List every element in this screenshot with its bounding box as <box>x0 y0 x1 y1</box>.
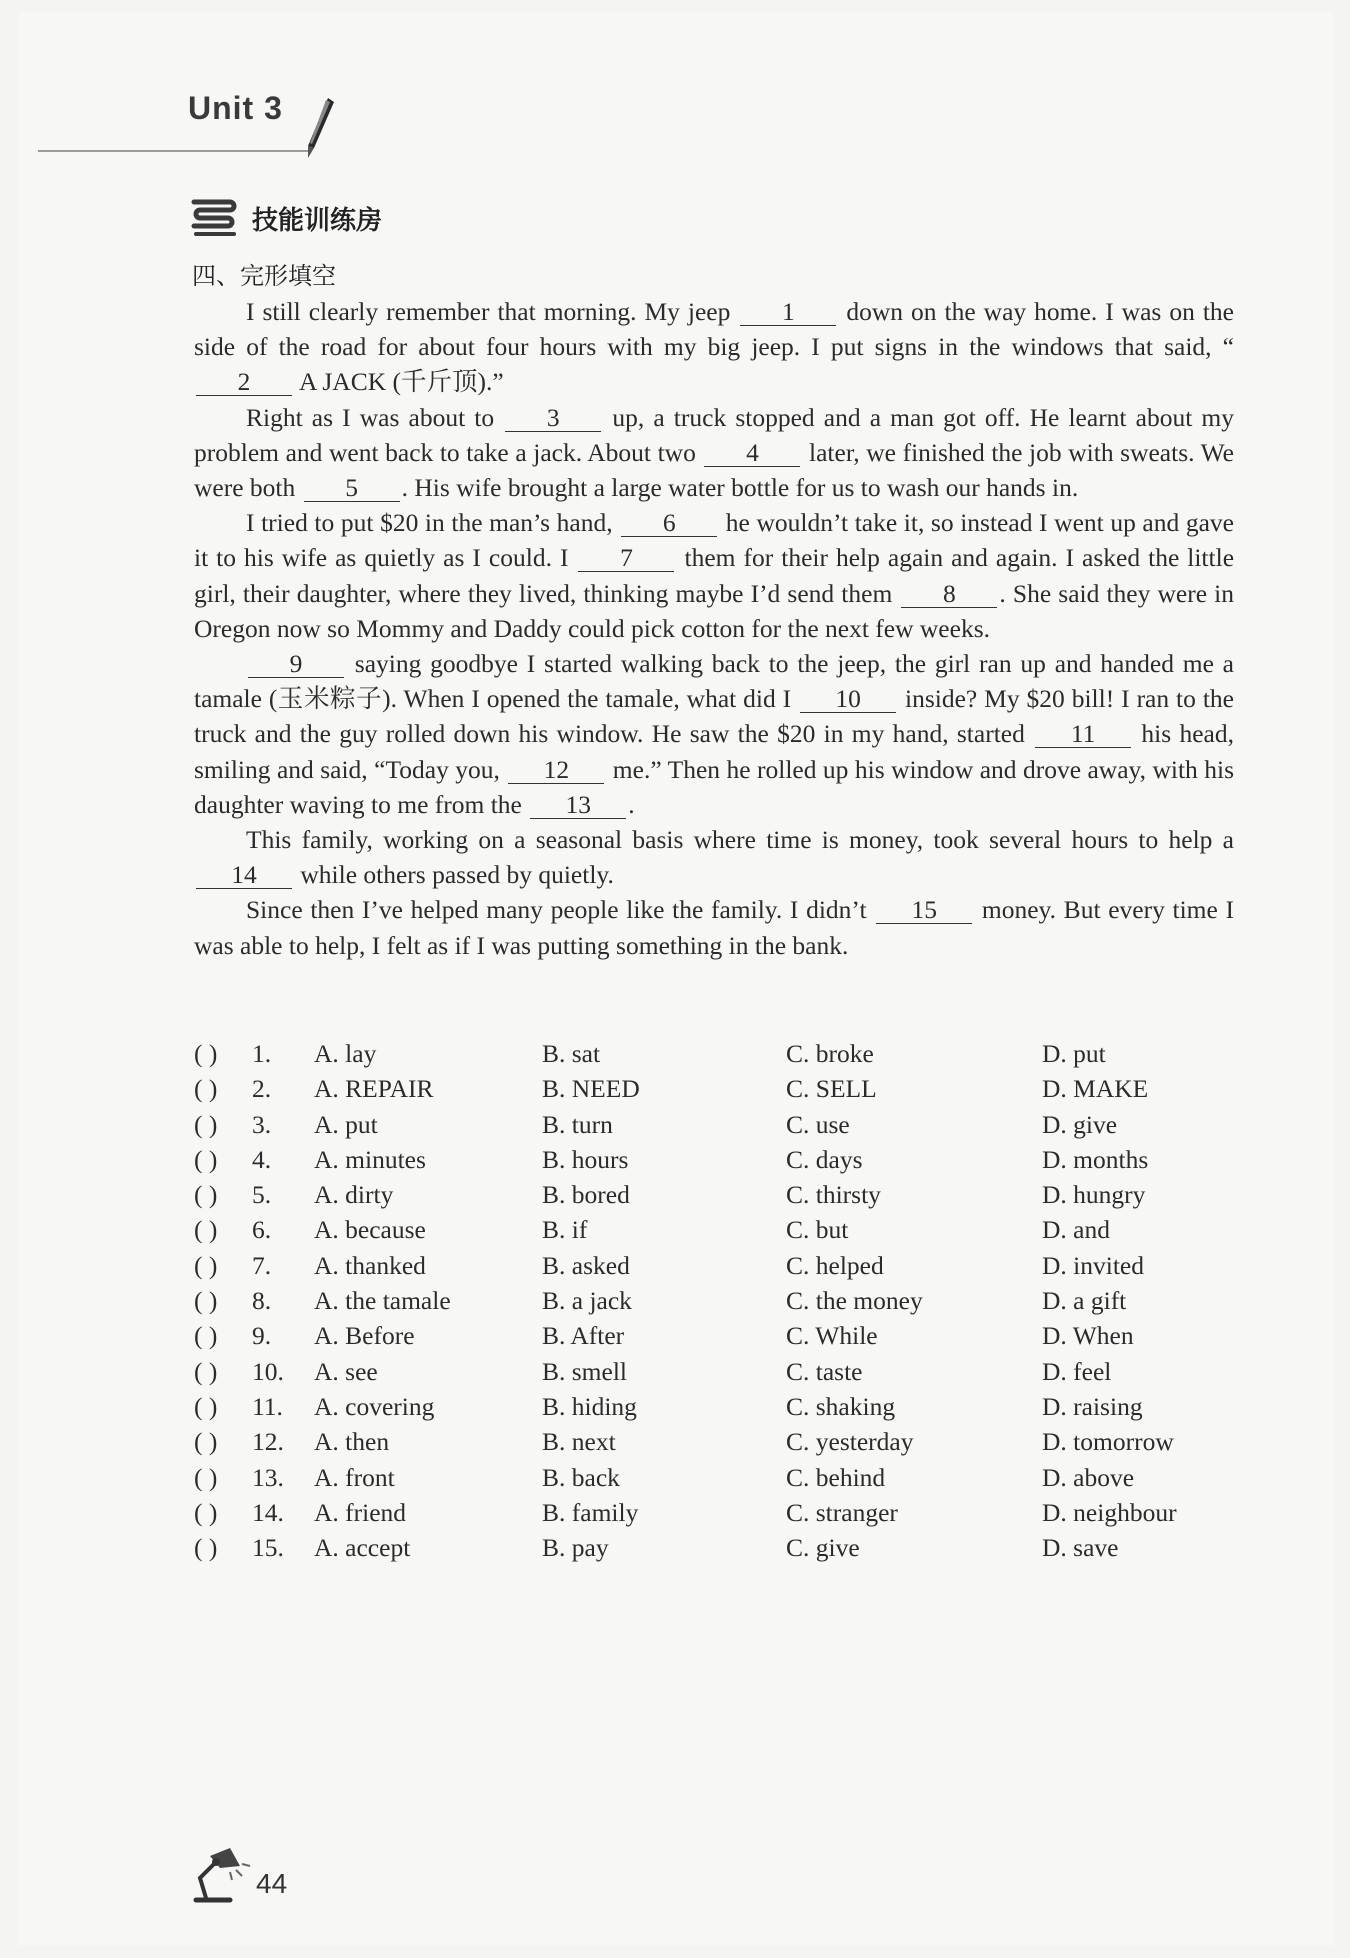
paragraph-1 <box>194 294 1234 400</box>
option-a[interactable]: A. dirty <box>314 1180 394 1210</box>
option-b[interactable]: B. smell <box>542 1356 628 1386</box>
question-row <box>194 1533 1204 1568</box>
page-number: 44 <box>256 1868 288 1899</box>
question-row <box>194 1463 1204 1498</box>
option-c[interactable]: C. days <box>786 1144 863 1174</box>
option-b[interactable]: B. family <box>542 1497 639 1527</box>
question-number: 6. <box>252 1215 272 1245</box>
passage-text: while others passed by quietly. <box>294 860 614 890</box>
question-row <box>194 1039 1204 1074</box>
option-b[interactable]: B. asked <box>542 1250 630 1280</box>
option-a[interactable]: A. thanked <box>314 1250 426 1280</box>
question-row <box>194 1392 1204 1427</box>
question-number: 11. <box>252 1391 283 1421</box>
question-number: 3. <box>252 1109 272 1139</box>
option-d[interactable]: D. save <box>1042 1533 1119 1563</box>
option-d[interactable]: D. When <box>1042 1321 1134 1351</box>
question-row <box>194 1215 1204 1250</box>
option-d[interactable]: D. a gift <box>1042 1286 1127 1316</box>
passage-text: later, we finished the job with sweats. We were both <box>194 437 1234 503</box>
option-a[interactable]: A. the tamale <box>314 1286 451 1316</box>
question-number: 10. <box>252 1356 284 1386</box>
question-row <box>194 1110 1204 1145</box>
answer-bracket[interactable]: ( ) <box>194 1391 218 1421</box>
option-a[interactable]: A. accept <box>314 1533 411 1563</box>
option-c[interactable]: C. taste <box>786 1356 863 1386</box>
blank-7[interactable]: 7 <box>578 545 674 572</box>
option-a[interactable]: A. lay <box>314 1039 377 1068</box>
option-d[interactable]: D. raising <box>1042 1391 1143 1421</box>
option-b[interactable]: B. hours <box>542 1144 629 1174</box>
blank-4[interactable]: 4 <box>704 440 800 467</box>
option-c[interactable]: C. the money <box>786 1286 923 1316</box>
option-b[interactable]: B. hiding <box>542 1391 637 1421</box>
answer-bracket[interactable]: ( ) <box>194 1039 218 1068</box>
answer-bracket[interactable]: ( ) <box>194 1109 218 1139</box>
option-d[interactable]: D. MAKE <box>1042 1074 1149 1104</box>
option-a[interactable]: A. minutes <box>314 1144 426 1174</box>
option-b[interactable]: B. bored <box>542 1180 630 1210</box>
option-c[interactable]: C. While <box>786 1321 878 1351</box>
option-c[interactable]: C. broke <box>786 1039 874 1068</box>
passage-text: . She said they were in Oregon now so Mommy and Daddy could pick cotton for the next few weeks. <box>194 578 1234 643</box>
option-c[interactable]: C. stranger <box>786 1497 898 1527</box>
question-row <box>194 1180 1204 1215</box>
passage-text: he wouldn’t take it, so instead I went up and gave it to his wife as quietly as I could. I <box>194 508 1234 573</box>
option-b[interactable]: B. turn <box>542 1109 613 1139</box>
question-number: 2. <box>252 1074 272 1104</box>
question-number: 5. <box>252 1180 272 1210</box>
answer-bracket[interactable]: ( ) <box>194 1321 218 1351</box>
option-b[interactable]: B. a jack <box>542 1286 632 1316</box>
option-c[interactable]: C. shaking <box>786 1391 896 1421</box>
answer-bracket[interactable]: ( ) <box>194 1356 218 1386</box>
option-d[interactable]: D. above <box>1042 1462 1135 1492</box>
passage-text: . His wife brought a large water bottle for us to wash our hands in. <box>401 473 1079 503</box>
option-a[interactable]: A. covering <box>314 1391 435 1421</box>
option-b[interactable]: B. After <box>542 1321 625 1351</box>
blank-6[interactable]: 6 <box>621 510 717 537</box>
answer-bracket[interactable]: ( ) <box>194 1250 218 1280</box>
paragraph-4 <box>194 646 1234 822</box>
answer-bracket[interactable]: ( ) <box>194 1074 218 1104</box>
cloze-passage <box>194 294 1234 963</box>
question-number: 7. <box>252 1250 272 1280</box>
question-number: 12. <box>252 1427 284 1457</box>
paragraph-3 <box>194 505 1234 646</box>
question-row <box>194 1074 1204 1109</box>
blank-1[interactable]: 1 <box>740 299 836 326</box>
passage-text: money. But every time I was able to help, I felt as if I was putting something in the bank. <box>194 895 1234 960</box>
blank-5[interactable]: 5 <box>304 475 400 502</box>
option-b[interactable]: B. back <box>542 1462 620 1492</box>
option-b[interactable]: B. if <box>542 1215 588 1245</box>
option-c[interactable]: C. thirsty <box>786 1180 881 1210</box>
answer-bracket[interactable]: ( ) <box>194 1427 218 1457</box>
passage-text: them for their help again and again. I asked the little girl, their daughter, where they lived, thinking maybe I’d send them <box>194 543 1235 608</box>
option-d[interactable]: D. give <box>1042 1109 1118 1139</box>
question-number: 13. <box>252 1462 284 1492</box>
option-d[interactable]: D. put <box>1042 1039 1106 1068</box>
blank-14[interactable]: 14 <box>196 862 292 889</box>
blank-2[interactable]: 2 <box>196 369 292 396</box>
question-number: 1. <box>252 1039 272 1068</box>
question-number: 14. <box>252 1497 284 1527</box>
option-a[interactable]: A. friend <box>314 1497 407 1527</box>
pen-icon <box>300 96 336 162</box>
question-row <box>194 1251 1204 1286</box>
option-a[interactable]: A. see <box>314 1356 378 1386</box>
question-number: 9. <box>252 1321 272 1351</box>
option-c[interactable]: C. behind <box>786 1462 886 1492</box>
option-d[interactable]: D. months <box>1042 1144 1149 1174</box>
passage-text: Since then I’ve helped many people like the family. I didn’t <box>246 895 875 925</box>
option-c[interactable]: C. use <box>786 1109 850 1139</box>
passage-text: . <box>628 789 635 819</box>
blank-8[interactable]: 8 <box>901 581 997 608</box>
answer-bracket[interactable]: ( ) <box>194 1497 218 1527</box>
workbook-page <box>18 12 1334 1946</box>
option-b[interactable]: B. next <box>542 1427 616 1457</box>
option-a[interactable]: A. because <box>314 1215 426 1245</box>
question-row <box>194 1498 1204 1533</box>
question-row <box>194 1286 1204 1321</box>
blank-15[interactable]: 15 <box>876 897 972 924</box>
option-d[interactable]: D. neighbour <box>1042 1497 1177 1527</box>
option-d[interactable]: D. hungry <box>1042 1180 1146 1210</box>
option-b[interactable]: B. sat <box>542 1039 601 1068</box>
blank-12[interactable]: 12 <box>508 757 604 784</box>
blank-3[interactable]: 3 <box>505 405 601 432</box>
answer-bracket[interactable]: ( ) <box>194 1533 218 1563</box>
option-d[interactable]: D. and <box>1042 1215 1110 1245</box>
answer-bracket[interactable]: ( ) <box>194 1286 218 1316</box>
section-heading <box>190 198 382 238</box>
answer-bracket[interactable]: ( ) <box>194 1462 218 1492</box>
passage-text: saying goodbye I started walking back to the jeep, the girl ran up and handed me a tamale (玉米粽子). When I opened the tamale, what did I <box>194 649 1234 714</box>
question-row <box>194 1145 1204 1180</box>
passage-text: Right as I was about to <box>246 402 504 432</box>
header-divider <box>38 150 308 152</box>
part-title: 四、完形填空 <box>192 262 336 290</box>
question-number: 8. <box>252 1286 272 1316</box>
option-c[interactable]: C. SELL <box>786 1074 877 1104</box>
question-row <box>194 1427 1204 1462</box>
answer-bracket[interactable]: ( ) <box>194 1144 218 1174</box>
answer-options <box>194 1039 1204 1568</box>
option-b[interactable]: B. NEED <box>542 1074 640 1104</box>
paragraph-5 <box>194 822 1234 892</box>
option-c[interactable]: C. yesterday <box>786 1427 914 1457</box>
passage-text: I still clearly remember that morning. My jeep <box>246 297 739 326</box>
passage-text: I tried to put $20 in the man’s hand, <box>246 508 620 538</box>
answer-bracket[interactable]: ( ) <box>194 1215 218 1245</box>
section-title: 技能训练房 <box>252 205 383 236</box>
blank-11[interactable]: 11 <box>1035 721 1131 748</box>
passage-text: up, a truck stopped and a man got off. He learnt about my problem and went back to take a jack. About two <box>194 402 1234 467</box>
unit-header <box>188 90 283 127</box>
unit-title: Unit 3 <box>188 90 283 126</box>
option-a[interactable]: A. Before <box>314 1321 415 1351</box>
question-row <box>194 1321 1204 1356</box>
question-row <box>194 1357 1204 1392</box>
option-a[interactable]: A. REPAIR <box>314 1074 434 1104</box>
option-a[interactable]: A. then <box>314 1427 390 1457</box>
passage-text: inside? My $20 bill! I ran to the truck and the guy rolled down his window. He saw the $20 in my hand, started <box>194 684 1234 749</box>
passage-text: A JACK (千斤顶).” <box>294 367 504 397</box>
passage-text: This family, working on a seasonal basis where time is money, took several hours to help a <box>246 825 1234 855</box>
option-d[interactable]: D. feel <box>1042 1356 1112 1386</box>
blank-9[interactable]: 9 <box>248 651 344 678</box>
option-b[interactable]: B. pay <box>542 1533 609 1563</box>
blank-13[interactable]: 13 <box>530 792 626 819</box>
option-c[interactable]: C. helped <box>786 1250 884 1280</box>
passage-text: his head, smiling and said, “Today you, <box>194 719 1234 784</box>
blank-10[interactable]: 10 <box>800 686 896 713</box>
option-a[interactable]: A. put <box>314 1109 378 1139</box>
page-footer <box>190 1844 287 1904</box>
question-number: 15. <box>252 1533 284 1563</box>
option-c[interactable]: C. but <box>786 1215 849 1245</box>
passage-text: me.” Then he rolled up his window and drove away, with his daughter waving to me from the <box>194 754 1234 819</box>
paragraph-2 <box>194 400 1234 506</box>
option-c[interactable]: C. give <box>786 1533 860 1563</box>
option-d[interactable]: D. invited <box>1042 1250 1144 1280</box>
answer-bracket[interactable]: ( ) <box>194 1180 218 1210</box>
option-d[interactable]: D. tomorrow <box>1042 1427 1174 1457</box>
paragraph-6 <box>194 892 1234 962</box>
option-a[interactable]: A. front <box>314 1462 395 1492</box>
question-number: 4. <box>252 1144 272 1174</box>
passage-text: down on the way home. I was on the side of the road for about four hours with my big jeep. I put signs in the windows that said, “ <box>194 297 1234 362</box>
desk-lamp-icon <box>190 1844 252 1904</box>
section-icon <box>190 198 238 238</box>
